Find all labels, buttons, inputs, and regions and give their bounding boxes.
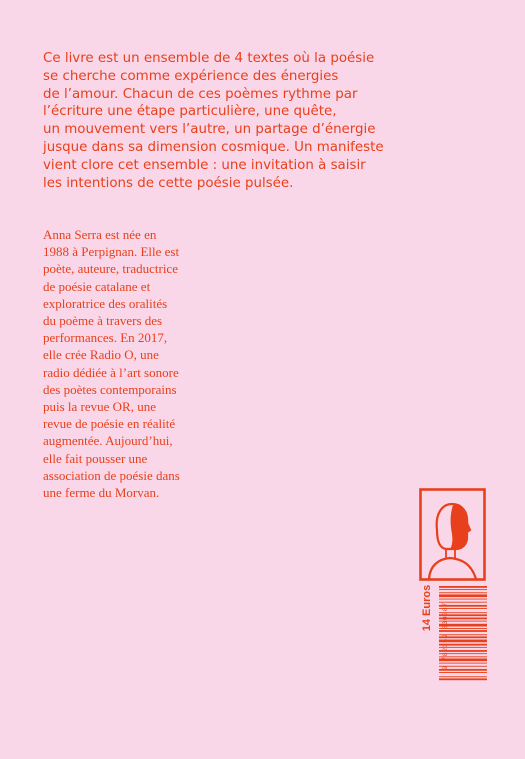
blurb-line: un mouvement vers l’autre, un partage d’énergie <box>43 122 376 138</box>
bio-line: performances. En 2017, <box>43 330 168 346</box>
bio-line: des poètes contemporains <box>43 381 177 397</box>
blurb-line: vient clore cet ensemble : une invitation à saisir <box>43 157 366 173</box>
bio-line: augmentée. Aujourd’hui, <box>43 433 173 449</box>
price-label: 14 Euros <box>421 584 433 632</box>
back-cover-blurb <box>43 50 443 192</box>
blurb-line: de l’amour. Chacun de ces poèmes rythme par <box>43 86 358 102</box>
head-profile-icon <box>419 488 486 581</box>
bio-line: une ferme du Morvan. <box>43 485 160 501</box>
publisher-logo <box>419 488 486 581</box>
blurb-line: les intentions de cette poésie pulsée. <box>43 175 294 191</box>
bio-line: exploratrice des oralités <box>43 295 168 311</box>
bio-line: elle crée Radio O, une <box>43 347 159 363</box>
bio-line: elle fait pousser une <box>43 450 148 466</box>
blurb-line: Ce livre est un ensemble de 4 textes où la poésie <box>43 51 375 66</box>
author-bio <box>43 226 263 501</box>
blurb-line: se cherche comme expérience des énergies <box>43 68 339 84</box>
bio-line: puis la revue OR, une <box>43 399 157 415</box>
bio-line: de poésie catalane et <box>43 278 151 294</box>
bio-line: du poème à travers des <box>43 313 163 329</box>
blurb-line: l’écriture une étape particulière, une quête, <box>43 104 337 120</box>
blurb-line: jusque dans sa dimension cosmique. Un manifeste <box>43 139 384 155</box>
bio-line: 1988 à Perpignan. Elle est <box>43 244 180 260</box>
bio-line: association de poésie dans <box>43 467 180 483</box>
bio-line: poète, auteure, traductrice <box>43 261 178 277</box>
bio-line: radio dédiée à l’art sonore <box>43 364 179 380</box>
bio-line: Anna Serra est née en <box>43 227 157 242</box>
bio-line: revue de poésie en réalité <box>43 416 176 432</box>
isbn-number: 9 782359 830087 <box>442 602 449 670</box>
